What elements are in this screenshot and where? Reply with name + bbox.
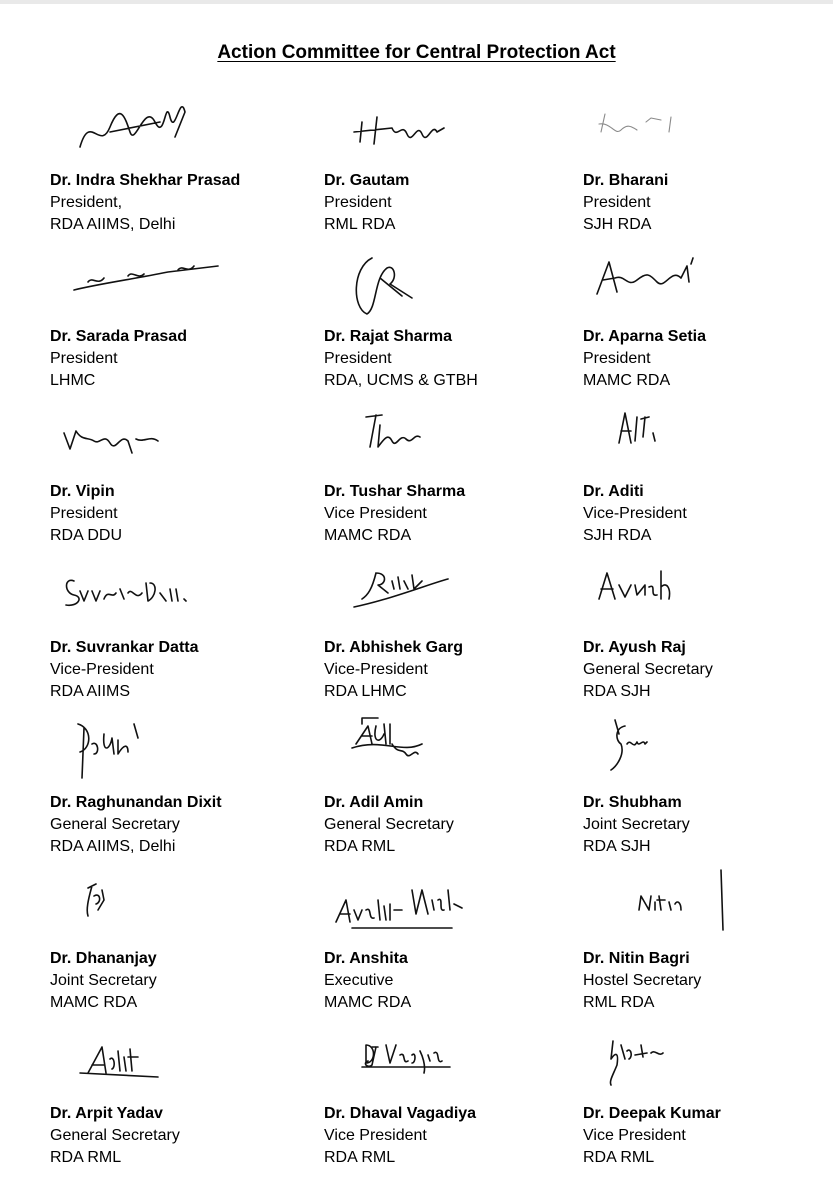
signature-image	[591, 714, 761, 782]
member-entry	[583, 714, 833, 864]
member-name: Dr. Adil Amin	[324, 794, 424, 811]
member-org: MAMC RDA	[324, 994, 412, 1011]
signature-image	[591, 870, 761, 938]
signature-image	[58, 403, 228, 471]
signature-image	[332, 870, 502, 938]
member-org: LHMC	[50, 372, 96, 389]
member-role: Vice President	[324, 1127, 427, 1144]
member-entry	[583, 870, 833, 1020]
member-role: Vice-President	[324, 661, 428, 678]
signature-image	[591, 559, 761, 627]
member-org: RDA RML	[324, 1149, 396, 1166]
member-entry	[50, 559, 300, 709]
member-name: Dr. Indra Shekhar Prasad	[50, 172, 241, 189]
member-entry	[583, 403, 833, 553]
member-entry	[583, 559, 833, 709]
member-name: Dr. Vipin	[50, 483, 115, 500]
member-name: Dr. Suvrankar Datta	[50, 639, 199, 656]
member-role: President,	[50, 194, 123, 211]
member-name: Dr. Sarada Prasad	[50, 328, 187, 345]
member-entry	[324, 403, 574, 553]
member-role: President	[324, 350, 392, 367]
signature-image	[58, 870, 228, 938]
member-name: Dr. Deepak Kumar	[583, 1105, 721, 1122]
member-entry	[50, 1025, 300, 1175]
member-org: RDA RML	[50, 1149, 122, 1166]
member-name: Dr. Abhishek Garg	[324, 639, 463, 656]
member-role: President	[583, 194, 651, 211]
member-entry	[50, 92, 300, 242]
member-role: General Secretary	[50, 816, 180, 833]
member-org: MAMC RDA	[324, 527, 412, 544]
member-org: RDA DDU	[50, 527, 123, 544]
member-name: Dr. Nitin Bagri	[583, 950, 690, 967]
member-name: Dr. Bharani	[583, 172, 669, 189]
document-title: Action Committee for Central Protection Act	[217, 42, 616, 63]
member-org: RDA AIIMS, Delhi	[50, 838, 176, 855]
member-name: Dr. Aditi	[583, 483, 644, 500]
signature-image	[591, 403, 761, 471]
member-name: Dr. Aparna Setia	[583, 328, 707, 345]
member-org: RDA LHMC	[324, 683, 407, 700]
signature-image	[58, 714, 228, 782]
signature-image	[332, 92, 502, 160]
member-name: Dr. Rajat Sharma	[324, 328, 453, 345]
member-name: Dr. Anshita	[324, 950, 408, 967]
member-role: Joint Secretary	[583, 816, 690, 833]
member-org: RDA AIIMS	[50, 683, 131, 700]
signature-image	[332, 248, 502, 316]
member-org: RDA RML	[583, 1149, 655, 1166]
signature-image	[332, 714, 502, 782]
signature-image	[332, 559, 502, 627]
member-org: MAMC RDA	[50, 994, 138, 1011]
member-org: RDA SJH	[583, 683, 651, 700]
member-role: General Secretary	[583, 661, 713, 678]
member-org: RML RDA	[324, 216, 396, 233]
member-name: Dr. Dhaval Vagadiya	[324, 1105, 477, 1122]
signature-image	[591, 92, 761, 160]
member-entry	[583, 1025, 833, 1175]
member-role: Vice President	[583, 1127, 686, 1144]
member-entry	[50, 714, 300, 864]
member-entry	[50, 403, 300, 553]
member-role: Vice President	[324, 505, 427, 522]
member-org: RDA, UCMS & GTBH	[324, 372, 478, 389]
member-org: RML RDA	[583, 994, 655, 1011]
signature-image	[58, 248, 228, 316]
member-name: Dr. Arpit Yadav	[50, 1105, 163, 1122]
member-org: RDA AIIMS, Delhi	[50, 216, 176, 233]
signature-image	[58, 1025, 228, 1093]
member-role: Hostel Secretary	[583, 972, 702, 989]
member-entry	[583, 92, 833, 242]
member-entry	[324, 714, 574, 864]
member-role: Vice-President	[583, 505, 687, 522]
member-entry	[324, 92, 574, 242]
member-name: Dr. Dhananjay	[50, 950, 157, 967]
signature-image	[58, 559, 228, 627]
member-name: Dr. Raghunandan Dixit	[50, 794, 222, 811]
member-entry	[324, 1025, 574, 1175]
member-role: Vice-President	[50, 661, 154, 678]
member-role: President	[583, 350, 651, 367]
member-role: President	[50, 505, 118, 522]
member-org: RDA RML	[324, 838, 396, 855]
signature-image	[591, 1025, 761, 1093]
member-role: General Secretary	[324, 816, 454, 833]
member-entry	[50, 248, 300, 398]
member-name: Dr. Gautam	[324, 172, 410, 189]
member-role: President	[50, 350, 118, 367]
member-org: SJH RDA	[583, 216, 652, 233]
member-name: Dr. Shubham	[583, 794, 682, 811]
member-org: RDA SJH	[583, 838, 651, 855]
member-entry	[50, 870, 300, 1020]
member-name: Dr. Tushar Sharma	[324, 483, 466, 500]
signature-image	[332, 1025, 502, 1093]
member-org: MAMC RDA	[583, 372, 671, 389]
member-name: Dr. Ayush Raj	[583, 639, 686, 656]
member-role: General Secretary	[50, 1127, 180, 1144]
member-role: President	[324, 194, 392, 211]
member-entry	[324, 559, 574, 709]
member-entry	[324, 248, 574, 398]
signature-image	[591, 248, 761, 316]
member-role: Executive	[324, 972, 394, 989]
member-org: SJH RDA	[583, 527, 652, 544]
signature-image	[332, 403, 502, 471]
member-entry	[583, 248, 833, 398]
signature-image	[70, 92, 240, 160]
member-role: Joint Secretary	[50, 972, 157, 989]
member-entry	[324, 870, 574, 1020]
